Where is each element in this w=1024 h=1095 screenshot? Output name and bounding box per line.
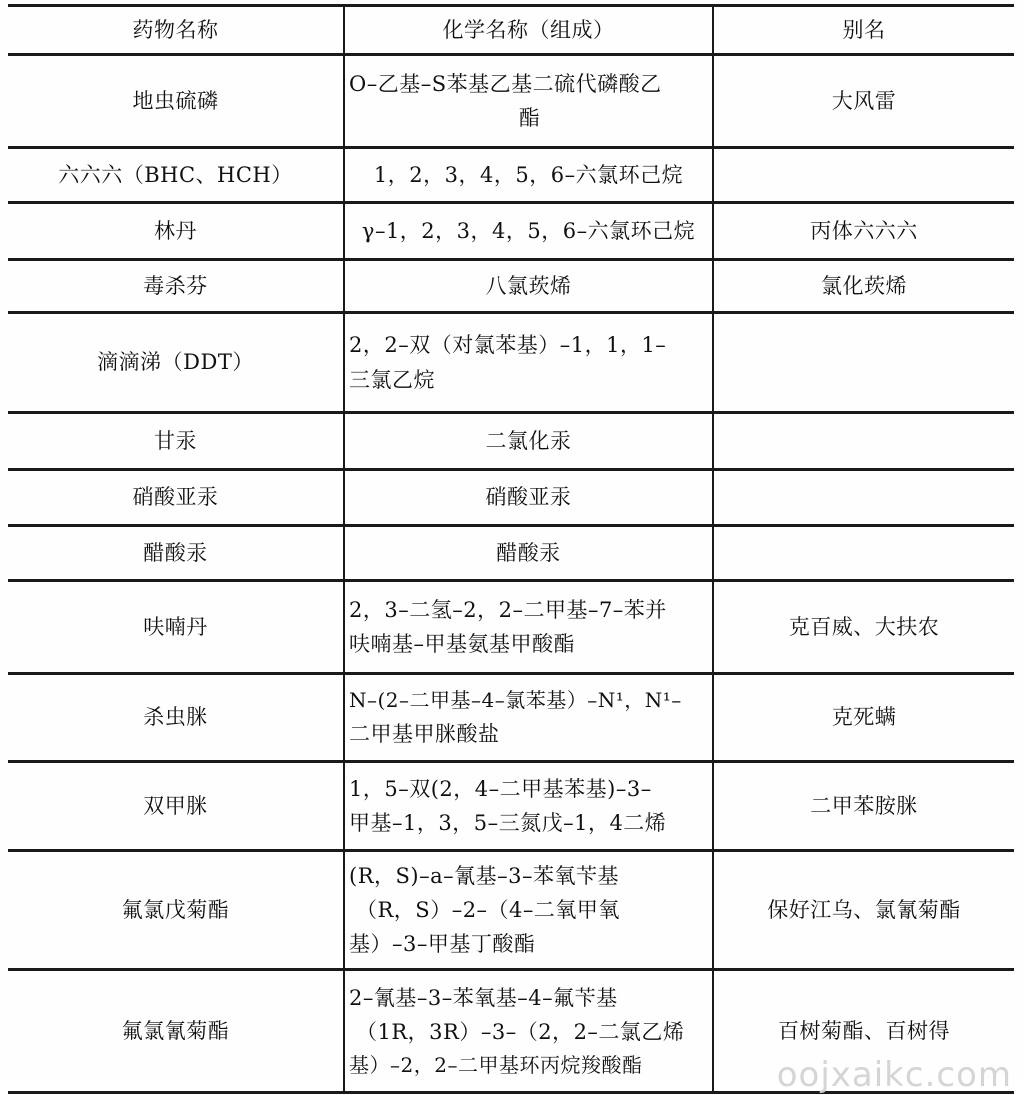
chemical-line: (R，S)–a–氰基–3–苯氧苄基	[349, 864, 619, 888]
table-row	[8, 148, 1014, 203]
cell-alias	[713, 674, 1014, 762]
cell-drug-name	[8, 260, 344, 313]
watermark-text: oojxaikc.com	[776, 1055, 1012, 1095]
chemical-name-text	[345, 60, 712, 142]
chemical-line: 基）–3–甲基丁酸酯	[349, 932, 536, 957]
table-row	[8, 762, 1014, 851]
table-row	[8, 470, 1014, 526]
cell-chemical-name	[344, 851, 713, 970]
cell-alias	[713, 203, 1014, 260]
chemical-name-text	[345, 586, 712, 668]
table-row	[8, 413, 1014, 470]
cell-alias	[713, 55, 1014, 148]
cell-alias	[713, 470, 1014, 526]
cell-drug-name	[8, 55, 344, 148]
header-label-chemical-name: 化学名称（组成）	[442, 17, 615, 42]
cell-drug-name	[8, 148, 344, 203]
header-cell-alias	[713, 6, 1014, 55]
chemical-line: 硝酸亚汞	[485, 485, 572, 510]
alias-text: 保好江乌、氯氰菊酯	[767, 897, 961, 922]
cell-alias	[713, 581, 1014, 674]
chemical-line: 1，5–双(2，4–二甲基苯基)–3–	[349, 776, 652, 801]
chemical-line: γ–1，2，3，4，5，6–六氯环己烷	[361, 218, 696, 243]
chemical-line: （R，S）–2–（4–二氧甲氧	[356, 898, 620, 923]
drug-name-text: 氟氯戊菊酯	[121, 897, 230, 922]
chemical-name-text	[345, 974, 712, 1088]
header-label-alias: 别名	[842, 17, 886, 42]
drug-table-body	[8, 6, 1014, 1093]
alias-text: 氯化莰烯	[821, 273, 907, 298]
alias-text	[714, 435, 1014, 447]
drug-name-text: 呋喃丹	[143, 614, 208, 639]
chemical-name-text	[345, 262, 712, 310]
drug-name-text: 林丹	[154, 218, 197, 243]
chemical-name-text	[345, 852, 712, 968]
cell-alias	[713, 762, 1014, 851]
chemical-line: 呋喃基–甲基氨基甲酸酯	[349, 632, 575, 656]
drug-name-text: 杀虫脒	[143, 705, 208, 730]
alias-text: 大风雷	[831, 88, 897, 113]
drug-table	[8, 4, 1014, 1094]
cell-alias	[713, 313, 1014, 413]
chemical-line: 2–氰基–3–苯氧基–4–氟苄基	[349, 985, 618, 1010]
cell-drug-name	[8, 413, 344, 470]
drug-name-text: 甘汞	[154, 428, 197, 453]
chemical-name-text	[345, 529, 712, 577]
alias-text	[714, 169, 1014, 181]
cell-chemical-name	[344, 762, 713, 851]
cell-chemical-name	[344, 674, 713, 762]
alias-text: 克百威、大扶农	[788, 614, 940, 639]
table-row	[8, 526, 1014, 581]
cell-drug-name	[8, 674, 344, 762]
table-row	[8, 55, 1014, 148]
alias-text: 二甲苯胺脒	[810, 793, 918, 818]
chemical-name-text	[345, 473, 712, 521]
cell-alias	[713, 260, 1014, 313]
cell-drug-name	[8, 762, 344, 851]
header-cell-chemical-name	[344, 6, 713, 55]
cell-chemical-name	[344, 55, 713, 148]
chemical-line: 三氯乙烷	[349, 367, 435, 392]
cell-alias	[713, 851, 1014, 970]
cell-chemical-name	[344, 313, 713, 413]
cell-drug-name	[8, 313, 344, 413]
cell-drug-name	[8, 851, 344, 970]
chemical-line: 基）–2，2–二甲基环丙烷羧酸酯	[349, 1052, 643, 1077]
drug-name-text: 滴滴涕（DDT）	[97, 350, 254, 375]
header-cell-drug-name	[8, 6, 344, 55]
chemical-line: 2，3–二氢–2，2–二甲基–7–苯并	[349, 597, 667, 622]
cell-drug-name	[8, 470, 344, 526]
table-row	[8, 203, 1014, 260]
chemical-line: 1，2，3，4，5，6–六氯环己烷	[373, 162, 684, 187]
table-row	[8, 851, 1014, 970]
cell-chemical-name	[344, 581, 713, 674]
cell-chemical-name	[344, 413, 713, 470]
drug-name-text: 六六六（BHC、HCH）	[58, 162, 293, 187]
table-row	[8, 970, 1014, 1093]
cell-drug-name	[8, 526, 344, 581]
table-row	[8, 674, 1014, 762]
table-header-row	[8, 6, 1014, 55]
chemical-line: 2，2–双（对氯苯基）–1，1，1–	[349, 333, 667, 358]
cell-chemical-name	[344, 260, 713, 313]
chemical-name-text	[345, 417, 712, 465]
cell-alias	[713, 526, 1014, 581]
cell-alias	[713, 148, 1014, 203]
alias-text	[714, 547, 1014, 559]
cell-chemical-name	[344, 148, 713, 203]
alias-text: 克死螨	[831, 705, 897, 730]
drug-name-text: 硝酸亚汞	[132, 485, 219, 510]
cell-alias	[713, 413, 1014, 470]
alias-text	[714, 492, 1014, 504]
header-label-drug-name: 药物名称	[132, 17, 219, 42]
cell-chemical-name	[344, 970, 713, 1093]
alias-text: 百树菊酯、百树得	[778, 1018, 950, 1043]
cell-alias	[713, 970, 1014, 1093]
chemical-name-text	[345, 765, 712, 847]
chemical-name-text	[345, 321, 712, 403]
drug-name-text: 氟氯氰菊酯	[121, 1018, 230, 1043]
table-row	[8, 260, 1014, 313]
cell-drug-name	[8, 203, 344, 260]
chemical-line: （1R，3R）–3–（2，2–二氯乙烯	[356, 1019, 685, 1044]
alias-text: 丙体六六六	[810, 218, 918, 243]
drug-name-text: 毒杀芬	[143, 273, 208, 298]
table-row	[8, 313, 1014, 413]
chemical-line: 二甲基甲脒酸盐	[349, 721, 500, 746]
cell-chemical-name	[344, 526, 713, 581]
cell-drug-name	[8, 970, 344, 1093]
chemical-line: N–(2–二甲基–4–氯苯基）–N¹，N¹–	[349, 688, 682, 713]
chemical-name-text	[345, 207, 712, 255]
drug-name-text: 醋酸汞	[143, 540, 208, 565]
drug-table-container	[8, 4, 1014, 1094]
table-row	[8, 581, 1014, 674]
chemical-line: 八氯莰烯	[485, 273, 572, 298]
drug-name-text: 双甲脒	[143, 793, 208, 818]
alias-text	[714, 357, 1014, 369]
chemical-line: O–乙基–S苯基乙基二硫代磷酸乙	[349, 71, 662, 96]
chemical-line: 甲基–1，3，5–三氮戊–1，4二烯	[349, 811, 667, 835]
cell-chemical-name	[344, 470, 713, 526]
cell-chemical-name	[344, 203, 713, 260]
chemical-line: 酯	[518, 106, 541, 130]
chemical-name-text	[345, 151, 712, 199]
chemical-name-text	[345, 677, 712, 757]
chemical-line: 二氯化汞	[485, 428, 572, 453]
cell-drug-name	[8, 581, 344, 674]
chemical-line: 醋酸汞	[496, 540, 561, 565]
drug-name-text: 地虫硫磷	[132, 88, 219, 113]
